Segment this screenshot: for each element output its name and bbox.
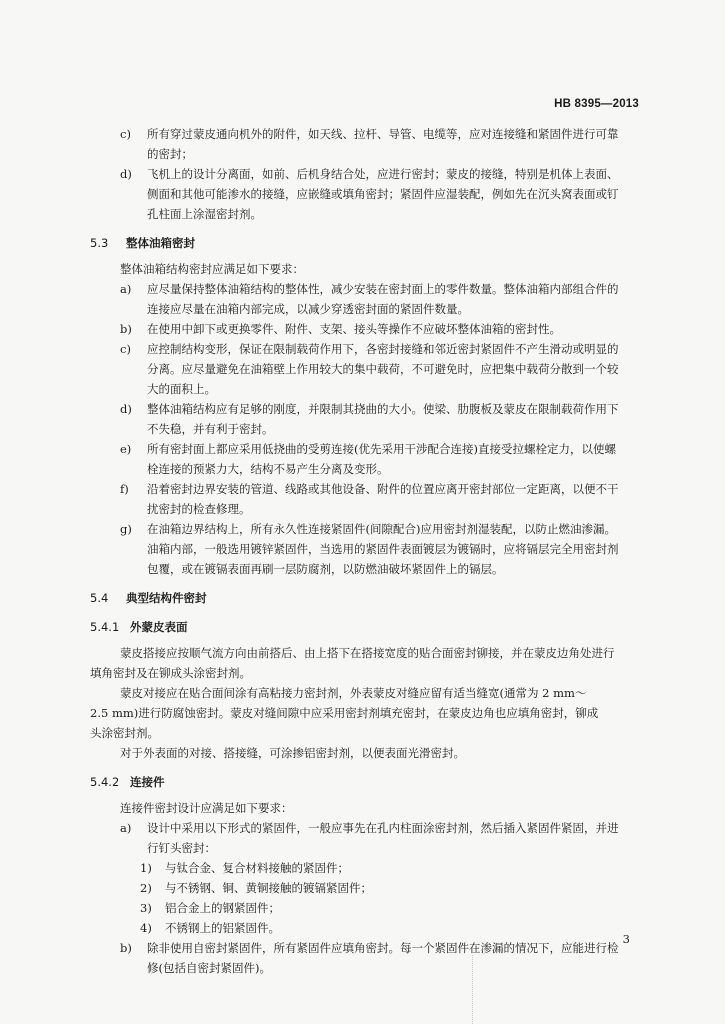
paragraph (90, 259, 640, 279)
section-title: 外蒙皮表面 (130, 620, 188, 634)
line-text: 连接应尽量在油箱内部完成，以减少穿透密封面的紧固件数量。 (147, 302, 469, 316)
text-line (90, 184, 640, 204)
text-line (90, 818, 640, 838)
sub-list-item (90, 878, 640, 898)
text-line (90, 419, 640, 439)
line-text: 与钛合金、复合材料接触的紧固件； (165, 861, 349, 875)
line-text: 应控制结构变形，保证在限制载荷作用下，各密封接缝和邻近密封紧固件不产生滑动或明显的 (147, 342, 619, 356)
line-text: 与不锈钢、铜、黄铜接触的镀镉紧固件； (165, 881, 372, 895)
line-text: 不失稳，并有利于密封。 (147, 422, 274, 436)
text-line (90, 918, 640, 938)
section-number: 5.4.2 (90, 775, 120, 789)
text-line (90, 743, 640, 763)
section-number: 5.4.1 (90, 620, 120, 634)
list-marker: c) (120, 342, 131, 356)
list-marker: b) (120, 941, 132, 955)
paragraph (90, 663, 640, 683)
list-item (90, 938, 640, 978)
list-marker: d) (120, 167, 132, 181)
list-marker: 1) (140, 861, 152, 875)
document-code: HB 8395—2013 (554, 98, 639, 110)
section-number: 5.4 (90, 591, 109, 605)
section-heading (90, 588, 640, 608)
list-marker: 3) (140, 901, 152, 915)
text-line (90, 663, 640, 683)
paragraph (90, 643, 640, 663)
paragraph (90, 743, 640, 763)
text-line (90, 204, 640, 224)
line-text: 对于外表面的对接、搭接缝，可涂掺铝密封剂，以便表面光滑密封。 (120, 746, 465, 760)
list-marker: f) (120, 482, 129, 496)
section-heading (90, 233, 640, 253)
text-line (90, 938, 640, 958)
section-title: 典型结构件密封 (126, 591, 207, 605)
text-line (90, 878, 640, 898)
list-marker: 4) (140, 921, 152, 935)
line-text: 油箱内部，一般选用镀锌紧固件，当选用的紧固件表面镀层为镀镉时，应将镉层完全用密封剂 (147, 542, 619, 556)
list-item (90, 279, 640, 319)
section-heading (90, 772, 640, 792)
line-text: 应尽量保持整体油箱结构的整体性，减少安装在密封面上的零件数量。整体油箱内部组合件的 (147, 282, 619, 296)
text-line (90, 559, 640, 579)
text-line (90, 703, 640, 723)
text-line (90, 519, 640, 539)
sub-list-item (90, 918, 640, 938)
sub-list-item (90, 898, 640, 918)
line-text: 修(包括自密封紧固件)。 (147, 961, 271, 975)
text-line (90, 958, 640, 978)
line-text: 分离。应尽量避免在油箱壁上作用较大的集中载荷，不可避免时，应把集中载荷分散到一个较 (147, 362, 619, 376)
section-title: 整体油箱密封 (126, 236, 195, 250)
text-line (90, 723, 640, 743)
list-item (90, 124, 640, 164)
text-line (90, 683, 640, 703)
text-line (90, 299, 640, 319)
text-line (90, 838, 640, 858)
paragraph (90, 683, 640, 703)
list-item (90, 519, 640, 579)
line-text: 头涂密封剂。 (90, 726, 159, 740)
text-line (90, 858, 640, 878)
line-text: 飞机上的设计分离面，如前、后机身结合处，应进行密封；蒙皮的接缝，特别是机体上表面、 (147, 167, 619, 181)
line-text: 整体油箱结构应有足够的刚度，并限制其挠曲的大小。使梁、肋腹板及蒙皮在限制载荷作用下 (147, 402, 619, 416)
page-number: 3 (622, 932, 630, 946)
paragraph (90, 703, 640, 743)
list-item (90, 479, 640, 519)
list-marker: a) (120, 821, 132, 835)
text-line (90, 399, 640, 419)
list-marker: 2) (140, 881, 152, 895)
list-marker: c) (120, 127, 131, 141)
list-item (90, 439, 640, 479)
section-heading (90, 617, 640, 637)
text-line (90, 898, 640, 918)
text-line (90, 459, 640, 479)
line-text: 填角密封及在铆成头涂密封剂。 (90, 666, 251, 680)
list-item (90, 399, 640, 439)
text-line (90, 144, 640, 164)
line-text: 所有穿过蒙皮通向机外的附件，如天线、拉杆、导管、电缆等，应对连接缝和紧固件进行可靠 (147, 127, 619, 141)
text-line (90, 164, 640, 184)
list-item (90, 818, 640, 858)
line-text: 沿着密封边界安装的管道、线路或其他设备、附件的位置应离开密封部位一定距离，以便不干 (147, 482, 619, 496)
list-item (90, 339, 640, 399)
text-line (90, 124, 640, 144)
line-text: 铝合金上的钢紧固件； (165, 901, 280, 915)
text-line (90, 643, 640, 663)
line-text: 栓连接的预紧力大，结构不易产生分离及变形。 (147, 462, 389, 476)
line-text: 连接件密封设计应满足如下要求： (120, 801, 293, 815)
list-item (90, 319, 640, 339)
line-text: 大的面积上。 (147, 382, 216, 396)
text-line (90, 479, 640, 499)
list-marker: b) (120, 322, 132, 336)
text-line (90, 439, 640, 459)
line-text: 在使用中卸下或更换零件、附件、支架、接头等操作不应破坏整体油箱的密封性。 (147, 322, 561, 336)
text-line (90, 359, 640, 379)
list-marker: g) (120, 522, 132, 536)
sub-list-item (90, 858, 640, 878)
line-text: 设计中采用以下形式的紧固件，一般应事先在孔内柱面涂密封剂，然后插入紧固件紧固，并进 (147, 821, 619, 835)
list-marker: d) (120, 402, 132, 416)
text-line (90, 259, 640, 279)
text-line (90, 339, 640, 359)
line-text: 蒙皮搭接应按顺气流方向由前搭后、由上搭下在搭接宽度的贴合面密封铆接，并在蒙皮边角处进行 (120, 646, 615, 660)
section-number: 5.3 (90, 236, 109, 250)
list-item (90, 164, 640, 224)
line-text: 蒙皮对接应在贴合面间涂有高粘接力密封剂，外表蒙皮对缝应留有适当缝宽(通常为 2 mm～ (120, 686, 587, 700)
text-line (90, 539, 640, 559)
paragraph (90, 798, 640, 818)
text-line (90, 379, 640, 399)
line-text: 除非使用自密封紧固件，所有紧固件应填角密封。每一个紧固件在渗漏的情况下，应能进行检 (147, 941, 619, 955)
list-marker: a) (120, 282, 132, 296)
line-text: 的密封； (147, 147, 193, 161)
line-text: 行钉头密封： (147, 841, 216, 855)
text-line (90, 499, 640, 519)
line-text: 在油箱边界结构上，所有永久性连接紧固件(间隙配合)应用密封剂湿装配，以防止燃油渗漏。 (147, 522, 616, 536)
line-text: 所有密封面上都应采用低挠曲的受剪连接(优先采用干涉配合连接)直接受拉螺栓定力，以使螺 (147, 442, 616, 456)
text-line (90, 279, 640, 299)
line-text: 2.5 mm)进行防腐蚀密封。蒙皮对缝间隙中应采用密封剂填充密封，在蒙皮边角也应填角密封，铆成 (90, 706, 599, 720)
line-text: 整体油箱结构密封应满足如下要求： (120, 262, 304, 276)
section-title: 连接件 (130, 775, 165, 789)
line-text: 孔柱面上涂湿密封剂。 (147, 207, 262, 221)
line-text: 扰密封的检查修理。 (147, 502, 251, 516)
line-text: 包覆，或在镀镉表面再刷一层防腐剂，以防燃油破坏紧固件上的镉层。 (147, 562, 504, 576)
text-line (90, 319, 640, 339)
scan-fold-line (472, 955, 473, 1024)
document-body (90, 124, 640, 978)
line-text: 侧面和其他可能渗水的接缝，应嵌缝或填角密封；紧固件应湿装配，例如先在沉头窝表面或钉 (147, 187, 619, 201)
list-marker: e) (120, 442, 132, 456)
text-line (90, 798, 640, 818)
line-text: 不锈钢上的铝紧固件。 (165, 921, 280, 935)
